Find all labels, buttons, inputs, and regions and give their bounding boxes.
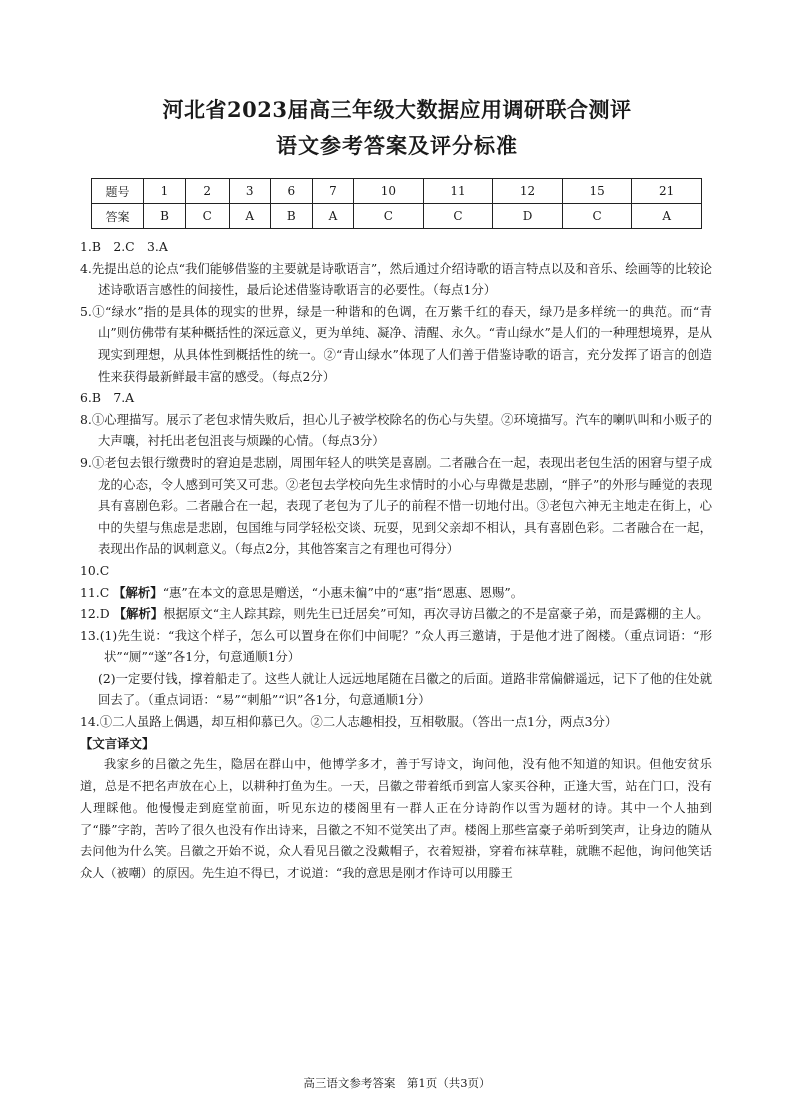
- answer-item: 13.(1)先生说：“我这个样子，怎么可以置身在你们中间呢？”众人再三邀请，于是他才进了阁楼。（重点词语：“形状”“厕”“遂”各1分，句意通顺1分）: [80, 627, 712, 665]
- answer-item: [80, 582, 712, 604]
- answer-choice: 12.D: [80, 606, 114, 622]
- table-cell: B: [270, 204, 312, 229]
- answer-item: (2)一定要付钱，撑着船走了。这些人就让人远远地尾随在吕徽之的后面。道路非常偏僻遥远，记下了他的住处就回去了。（重点词语：“易”“刺船”“识”各1分，句意通顺1分）: [98, 670, 712, 708]
- analysis-tag: 【解析】: [113, 584, 163, 600]
- table-cell: 21: [632, 179, 702, 204]
- answer-item: 5.①“绿水”指的是具体的现实的世界，绿是一种谐和的色调，在万紫千红的春天，绿乃是多样统一的典范。而“青山”则仿佛带有某种概括性的深远意义，更为单纯、凝净、清醒、永久。“青山绿水”是人们的一种理想境界，是从现实到理想，从具体性到概括性的统一。②“青山绿水”体现了人们善于借鉴诗歌的语言，充分发挥了语言的创造性来获得最新鲜最丰富的感受。（每点2分）: [80, 303, 712, 384]
- table-cell: 7: [312, 179, 353, 204]
- answer-item: 1.B 2.C 3.A: [80, 239, 168, 254]
- table-cell: 6: [270, 179, 312, 204]
- answer-item: 10.C: [80, 562, 110, 578]
- answer-row: [92, 204, 702, 229]
- page-footer: 高三语文参考答案 第1页（共3页）: [303, 1076, 491, 1090]
- answer-item: 8.①心理描写。展示了老包求情失败后，担心儿子被学校除名的伤心与失望。②环境描写。汽车的喇叭叫和小贩子的大声嚷，衬托出老包沮丧与烦躁的心情。（每点3分）: [80, 411, 712, 449]
- answer-item: 4.先提出总的论点“我们能够借鉴的主要就是诗歌语言”，然后通过介绍诗歌的语言特点以及和音乐、绘画等的比较论述诗歌语言感性的间接性，最后论述借鉴诗歌语言的必要性。（每点1分）: [80, 260, 712, 298]
- answer-item: 9.①老包去银行缴费时的窘迫是悲剧，周围年轻人的哄笑是喜剧。二者融合在一起，表现出老包生活的困窘与望子成龙的心态，令人感到可笑又可悲。②老包去学校向先生求情时的小心与卑微是悲剧，“胖子”的外形与睡觉的表现具有喜剧色彩。二者融合在一起，表现了老包为了儿子的前程不惜一切地付出。③老包六神无主地走在街上，心中的失望与焦虑是悲剧，包国维与同学轻松交谈、玩耍，见到父亲却不相认，具有喜剧色彩。二者融合在一起，表现出作品的讽刺意义。（每点2分，其他答案言之有理也可得分）: [80, 454, 712, 557]
- table-cell: 11: [423, 179, 493, 204]
- table-cell: 10: [354, 179, 424, 204]
- table-cell: A: [229, 204, 270, 229]
- answer-content: [80, 236, 712, 885]
- table-cell: C: [423, 204, 493, 229]
- answer-choice: 11.C: [80, 584, 114, 600]
- table-cell: A: [632, 204, 702, 229]
- table-cell: 题号: [92, 179, 144, 204]
- analysis-text: 根据原文“主人踪其踪，则先生已迁居矣”可知，再次寻访吕徽之的不是富豪子弟，而是露棚的主人。: [163, 606, 709, 622]
- answer-table: [91, 178, 702, 229]
- table-cell: C: [562, 204, 632, 229]
- table-cell: D: [493, 204, 563, 229]
- document-title: 河北省2023届高三年级大数据应用调研联合测评: [162, 97, 632, 122]
- table-cell: C: [354, 204, 424, 229]
- table-cell: C: [185, 204, 229, 229]
- translation-heading: 【文言译文】: [80, 735, 155, 751]
- table-cell: 2: [185, 179, 229, 204]
- table-cell: 答案: [92, 204, 144, 229]
- table-cell: A: [312, 204, 353, 229]
- answer-item: [80, 603, 712, 625]
- answer-item: 6.B 7.A: [80, 390, 135, 406]
- table-cell: 1: [144, 179, 186, 204]
- analysis-text: “惠”在本文的意思是赠送，“小惠未徧”中的“惠”指“恩惠、恩赐”。: [162, 584, 524, 600]
- table-cell: B: [144, 204, 186, 229]
- document-subtitle: 语文参考答案及评分标准: [276, 133, 518, 158]
- table-cell: 3: [229, 179, 270, 204]
- question-number-row: [92, 179, 702, 204]
- answer-item: 14.①二人虽路上偶遇，却互相仰慕已久。②二人志趣相投，互相敬服。（答出一点1分，两点3分）: [80, 714, 618, 730]
- translation-text: 我家乡的吕徽之先生，隐居在群山中，他博学多才，善于写诗文，询问他，没有他不知道的知识。但他安贫乐道，总是不把名声放在心上，以耕种打鱼为生。一天，吕徽之带着纸币到富人家买谷种，正逢大雪，站在门口，没有人理睬他。他慢慢走到庭堂前面，听见东边的楼阁里有一群人正在分诗韵作以雪为题材的诗。其中一个人抽到了“滕”字韵，苦吟了很久也没有作出诗来，吕徽之不知不觉笑出了声。楼阁上那些富豪子弟听到笑声，让身边的随从去问他为什么笑。吕徽之开始不说，众人看见吕徽之没戴帽子，衣着短褂，穿着布袜草鞋，就瞧不起他，询问他笑话众人（被嘲）的原因。先生迫不得已，才说道：“我的意思是刚才作诗可以用滕王: [80, 757, 712, 881]
- table-cell: 15: [562, 179, 632, 204]
- table-cell: 12: [493, 179, 563, 204]
- analysis-tag: 【解析】: [113, 606, 164, 622]
